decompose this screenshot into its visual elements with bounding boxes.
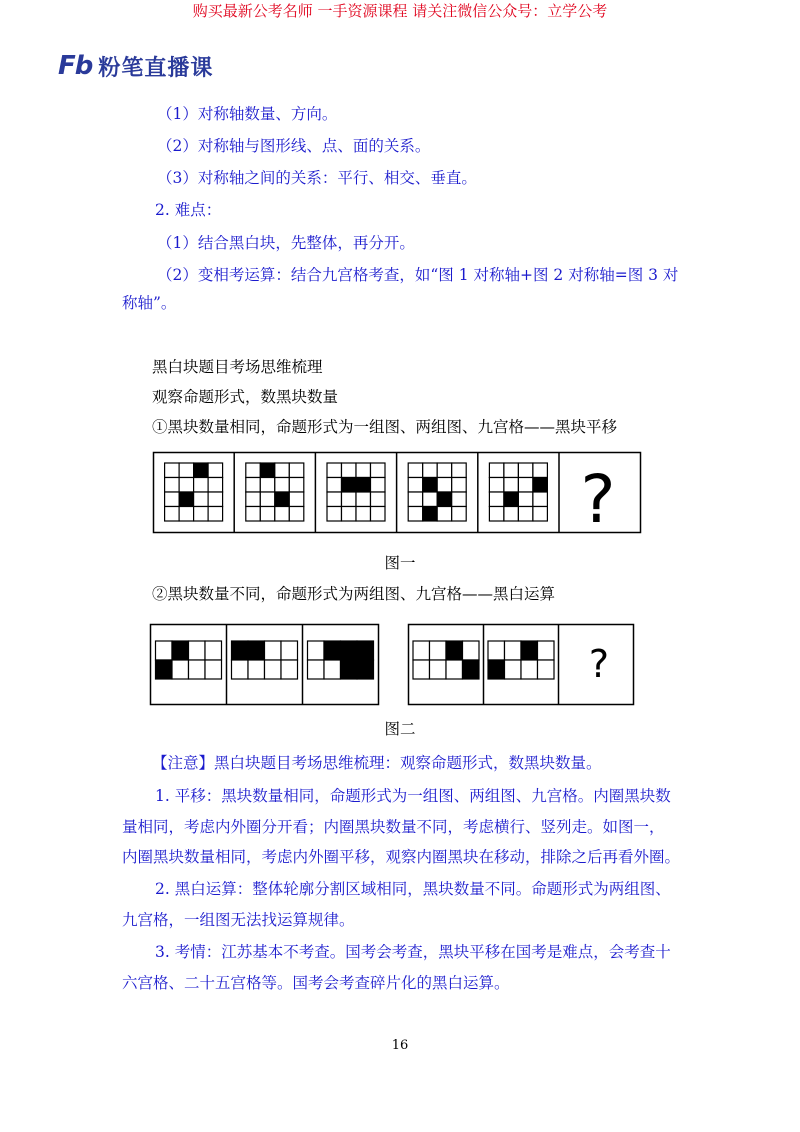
black-cell [341, 641, 358, 660]
figure-one-caption: 图一 [384, 554, 416, 572]
white-cell [289, 463, 304, 478]
white-cell [189, 660, 206, 679]
text-line: （3）对称轴之间的关系：平行、相交、垂直。 [157, 169, 477, 187]
white-cell [246, 478, 260, 493]
white-cell [504, 478, 519, 493]
white-cell [205, 660, 222, 679]
white-cell [308, 660, 325, 679]
black-cell [156, 660, 173, 679]
brand-name: 粉笔直播课 [98, 55, 214, 81]
white-cell [437, 463, 452, 478]
white-cell [533, 507, 548, 522]
grid-panel [488, 641, 554, 679]
note-line: 量相同，考虑内外圈分开看；内圈黑块数量不同，考虑横行、竖列走。如图一， [122, 818, 665, 836]
white-cell [179, 463, 194, 478]
black-cell [423, 507, 438, 522]
black-cell [504, 492, 519, 507]
white-cell [289, 478, 304, 493]
white-cell [172, 660, 189, 679]
text-line: 2. 难点： [155, 201, 222, 219]
white-cell [205, 641, 222, 660]
white-cell [408, 492, 423, 507]
question-mark: ? [580, 461, 616, 538]
black-cell [172, 641, 189, 660]
white-cell [194, 478, 209, 493]
grid-panel [413, 641, 479, 679]
black-cell [446, 641, 463, 660]
section-subtitle: 观察命题形式，数黑块数量 [152, 388, 339, 406]
white-cell [327, 507, 342, 522]
white-cell [342, 463, 357, 478]
white-cell [430, 641, 447, 660]
black-cell [356, 478, 371, 493]
black-cell [248, 641, 265, 660]
white-cell [408, 507, 423, 522]
figure1-intro: ①黑块数量相同，命题形式为一组图、两组图、九宫格——黑块平移 [152, 418, 618, 436]
white-cell [260, 478, 275, 493]
black-cell [179, 492, 194, 507]
black-cell [232, 641, 249, 660]
white-cell [538, 641, 555, 660]
note-line: 六宫格、二十五宫格等。国考会考查碎片化的黑白运算。 [122, 974, 510, 992]
white-cell [533, 492, 548, 507]
white-cell [265, 660, 282, 679]
page-number: 16 [391, 1038, 409, 1053]
white-cell [452, 507, 467, 522]
white-cell [265, 641, 282, 660]
white-cell [165, 492, 180, 507]
white-cell [246, 463, 260, 478]
grid-panel [246, 463, 304, 521]
white-cell [521, 660, 538, 679]
white-cell [489, 463, 504, 478]
white-cell [518, 463, 533, 478]
white-cell [289, 507, 304, 522]
figure-one [153, 452, 641, 538]
white-cell [208, 463, 223, 478]
white-cell [452, 478, 467, 493]
black-cell [275, 492, 290, 507]
figure-two [150, 624, 634, 706]
note-line: 2. 黑白运算：整体轮廓分割区域相同，黑块数量不同。命题形式为两组图、 [155, 880, 671, 898]
brand-logo [58, 51, 213, 81]
white-cell [504, 507, 519, 522]
white-cell [289, 492, 304, 507]
white-cell [179, 478, 194, 493]
question-mark: ? [588, 642, 610, 686]
note-line: 1. 平移：黑块数量相同，命题形式为一组图、两组图、九宫格。内圈黑块数 [155, 787, 671, 805]
grid-panel [327, 463, 385, 521]
white-cell [423, 492, 438, 507]
white-cell [489, 478, 504, 493]
white-cell [275, 463, 290, 478]
white-cell [308, 641, 325, 660]
promo-banner: 购买最新公考名师 一手资源课程 请关注微信公众号：立学公考 [192, 2, 608, 20]
white-cell [248, 660, 265, 679]
white-cell [327, 478, 342, 493]
white-cell [246, 507, 260, 522]
section-title: 黑白块题目考场思维梳理 [152, 358, 323, 376]
black-cell [194, 463, 209, 478]
grid-panel [489, 463, 547, 521]
note-heading: 【注意】黑白块题目考场思维梳理：观察命题形式，数黑块数量。 [152, 754, 602, 772]
white-cell [408, 478, 423, 493]
white-cell [452, 492, 467, 507]
figure-two-caption: 图二 [384, 720, 416, 738]
grid-panel [156, 641, 222, 679]
white-cell [281, 660, 298, 679]
white-cell [342, 507, 357, 522]
text-line: （1）对称轴数量、方向。 [157, 105, 338, 123]
white-cell [246, 492, 260, 507]
white-cell [260, 507, 275, 522]
white-cell [194, 507, 209, 522]
white-cell [489, 507, 504, 522]
white-cell [430, 660, 447, 679]
white-cell [437, 507, 452, 522]
white-cell [504, 463, 519, 478]
white-cell [208, 492, 223, 507]
white-cell [260, 492, 275, 507]
white-cell [356, 463, 371, 478]
white-cell [505, 660, 522, 679]
note-line: 内圈黑块数量相同，考虑内外圈平移，观察内圈黑块在移动，排除之后再看外圈。 [122, 848, 681, 866]
white-cell [413, 660, 430, 679]
white-cell [194, 492, 209, 507]
text-line: （2）对称轴与图形线、点、面的关系。 [157, 137, 431, 155]
white-cell [324, 660, 341, 679]
black-cell [521, 641, 538, 660]
white-cell [538, 660, 555, 679]
note-line: 3. 考情：江苏基本不考查。国考会考查，黑块平移在国考是难点，会考查十 [155, 943, 671, 961]
white-cell [446, 660, 463, 679]
white-cell [488, 641, 505, 660]
black-cell [423, 478, 438, 493]
fb-logo-icon: Fb [58, 51, 93, 81]
white-cell [156, 641, 173, 660]
white-cell [275, 507, 290, 522]
white-cell [463, 641, 480, 660]
black-cell [341, 660, 358, 679]
grid-panel [165, 463, 223, 521]
black-cell [324, 641, 341, 660]
figure2-intro: ②黑块数量不同，命题形式为两组图、九宫格——黑白运算 [152, 585, 556, 603]
white-cell [327, 463, 342, 478]
black-cell [437, 492, 452, 507]
black-cell [357, 641, 374, 660]
black-cell [357, 660, 374, 679]
white-cell [342, 492, 357, 507]
black-cell [488, 660, 505, 679]
white-cell [518, 507, 533, 522]
grid-panel [308, 641, 374, 679]
text-line: （2）变相考运算：结合九宫格考查，如“图 1 对称轴+图 2 对称轴=图 3 对 [157, 266, 679, 284]
white-cell [371, 463, 386, 478]
white-cell [356, 492, 371, 507]
white-cell [505, 641, 522, 660]
white-cell [165, 478, 180, 493]
white-cell [437, 478, 452, 493]
grid-panel [232, 641, 298, 679]
white-cell [275, 478, 290, 493]
white-cell [232, 660, 249, 679]
white-cell [371, 478, 386, 493]
white-cell [208, 478, 223, 493]
white-cell [533, 463, 548, 478]
black-cell [463, 660, 480, 679]
white-cell [356, 507, 371, 522]
text-line: （1）结合黑白块，先整体，再分开。 [157, 234, 415, 252]
white-cell [371, 507, 386, 522]
white-cell [189, 641, 206, 660]
white-cell [518, 478, 533, 493]
grid-panel [408, 463, 466, 521]
white-cell [165, 463, 180, 478]
white-cell [179, 507, 194, 522]
white-cell [518, 492, 533, 507]
white-cell [371, 492, 386, 507]
white-cell [413, 641, 430, 660]
white-cell [423, 463, 438, 478]
black-cell [533, 478, 548, 493]
white-cell [281, 641, 298, 660]
white-cell [489, 492, 504, 507]
white-cell [208, 507, 223, 522]
white-cell [327, 492, 342, 507]
white-cell [408, 463, 423, 478]
black-cell [260, 463, 275, 478]
note-line: 九宫格，一组图无法找运算规律。 [122, 911, 355, 929]
white-cell [452, 463, 467, 478]
text-line: 称轴”。 [122, 294, 177, 312]
black-cell [342, 478, 357, 493]
white-cell [165, 507, 180, 522]
